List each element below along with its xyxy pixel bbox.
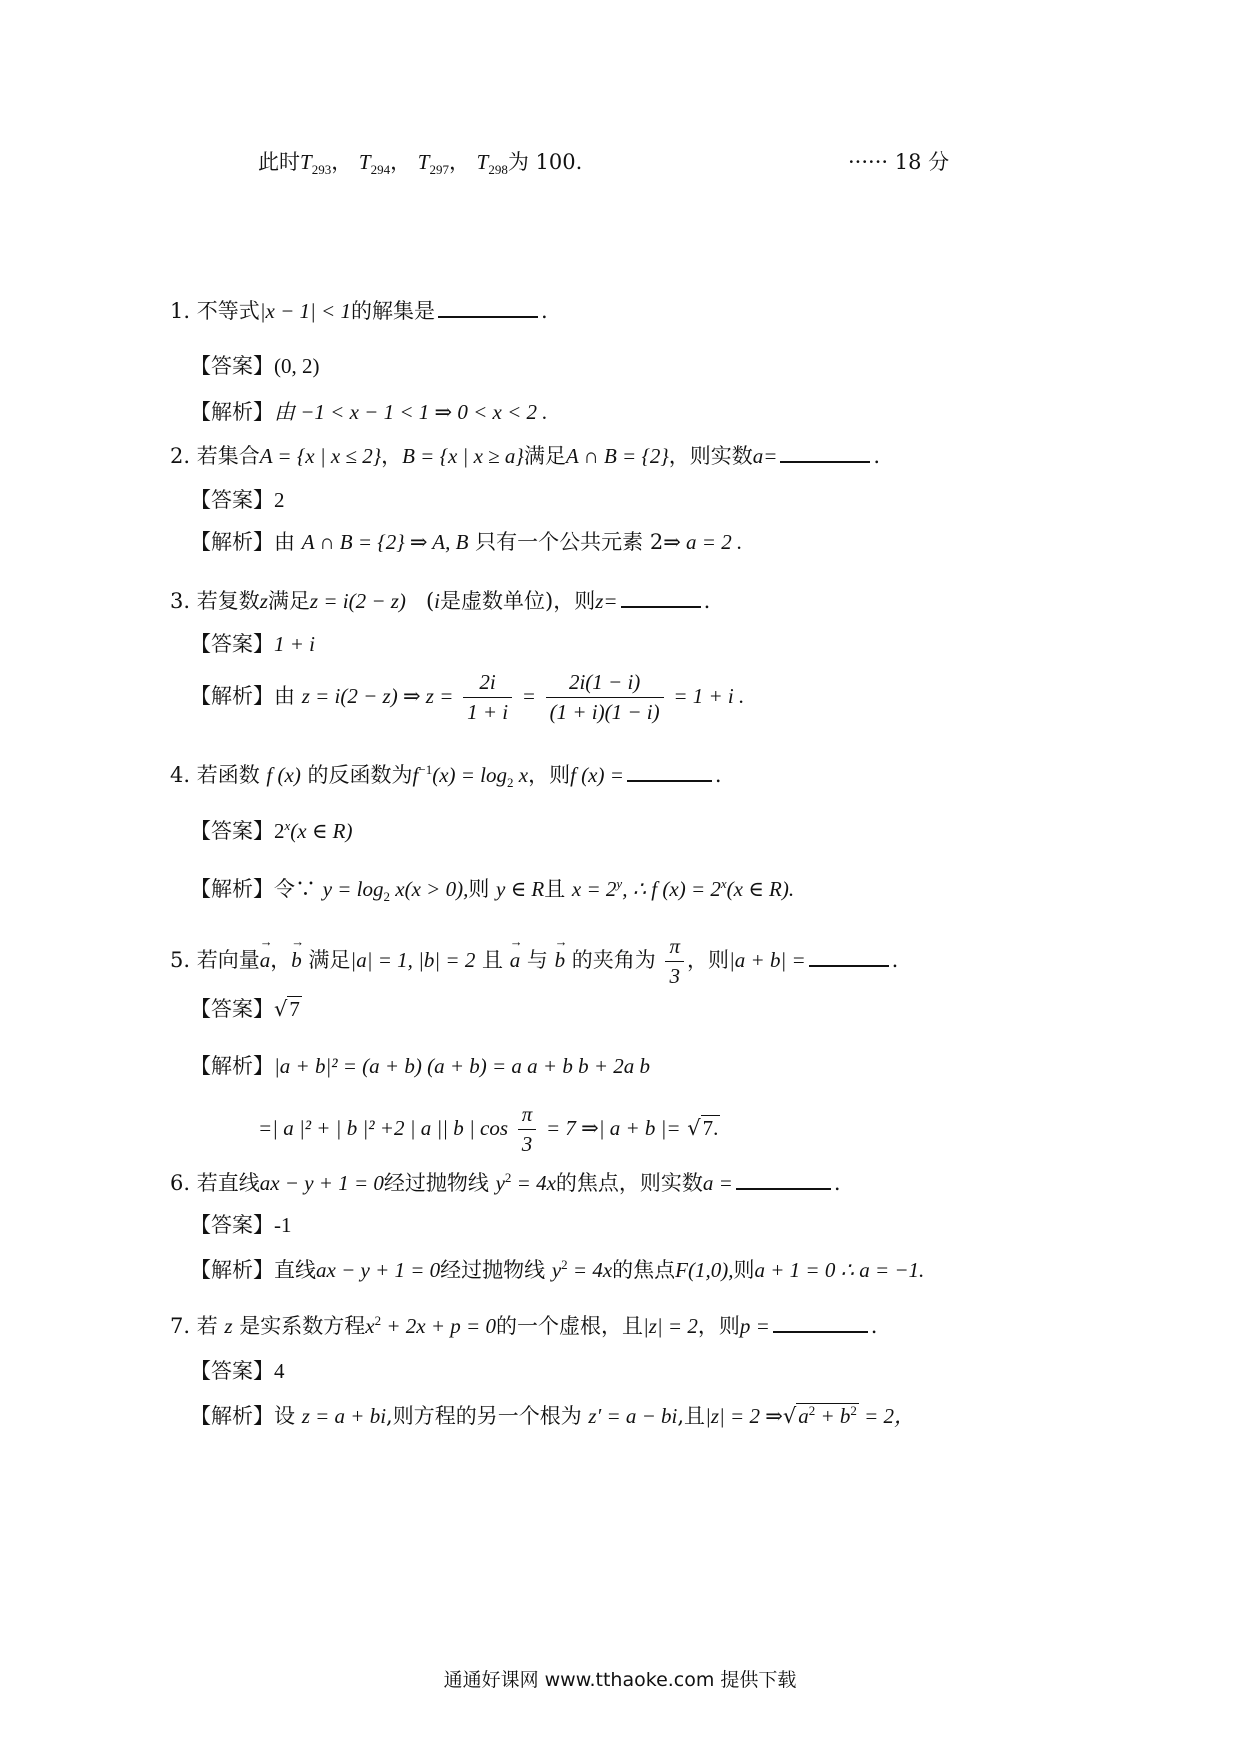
seq-t2: T (358, 150, 371, 174)
sqrt-radicand: 7. (702, 1116, 719, 1141)
answer-blank (736, 1170, 831, 1190)
question-text: ( (425, 589, 435, 613)
problem-number: 4. (170, 763, 191, 787)
fraction-pi-over-3 (665, 934, 684, 989)
math-expr: = 1 + i . (673, 684, 745, 709)
analysis-text: 直线 (274, 1258, 316, 1282)
seq-t1: T (300, 150, 312, 174)
answer-label: 【答案】 (190, 1359, 274, 1383)
math-expr: ax − y + 1 = 0 (259, 1171, 384, 1195)
answer-blank (780, 443, 870, 463)
superscript: −1 (418, 762, 433, 777)
problem-4-analysis (190, 876, 794, 905)
sqrt-symbol: $√a^2 + b^2$ (782, 1403, 857, 1428)
math-var: z (224, 1314, 233, 1338)
analysis-text: 由 −1 < x − 1 < 1 ⇒ 0 < x < 2 . (274, 400, 548, 424)
fraction (546, 670, 664, 725)
problem-5-answer (190, 997, 302, 1022)
math-expr: y = log (322, 877, 384, 901)
answer-blank (809, 947, 889, 967)
math-expr: = (521, 684, 536, 709)
question-text: 且 (482, 948, 504, 973)
page-footer: 通通好课网 www.tthaoke.com 提供下载 (443, 1669, 797, 1691)
math-expr: f (x) (266, 763, 301, 787)
problem-6-question (170, 1170, 841, 1196)
analysis-text: 只有一个公共元素 2 (475, 530, 664, 554)
math-expr: y (495, 1171, 505, 1195)
problem-1-analysis (190, 400, 548, 425)
seq-t4-sub: 298 (488, 162, 508, 178)
question-text: 满足 (523, 444, 566, 468)
problem-6-answer (190, 1213, 292, 1238)
seq-t1-sub: 293 (311, 162, 332, 178)
math-expr: y ∈ R (496, 877, 545, 901)
top-suffix: 为 100. (507, 150, 583, 174)
math-expr: = 4x (511, 1171, 556, 1195)
analysis-label: 【解析】 (190, 1404, 274, 1428)
answer-value: (0, 2) (274, 354, 320, 378)
answer-value: 2 (274, 488, 285, 512)
math-expr: x (513, 763, 529, 787)
problem-7-analysis (190, 1403, 915, 1429)
question-end: . (540, 299, 548, 323)
analysis-label: 【解析】 (190, 1258, 274, 1282)
analysis-text: 则 (733, 1258, 755, 1282)
problem-3-answer (190, 632, 315, 657)
problem-3-question (170, 588, 710, 614)
problem-5-question (170, 934, 898, 989)
math-expr: p = (739, 1314, 770, 1338)
fraction-numerator: 2i (463, 670, 512, 698)
question-text: 是实系数方程 (239, 1314, 366, 1338)
math-expr: + 2x + p = 0 (381, 1314, 496, 1338)
question-text: 与 (526, 948, 548, 973)
answer-blank (773, 1313, 868, 1333)
math-expr: z = i(2 − z) (309, 589, 406, 613)
analysis-text: |a + b|² = (a + b) (a + b) = a a + b b + 2a b (274, 1054, 651, 1078)
seq-t4: T (476, 150, 489, 174)
analysis-text: 令∵ (274, 877, 316, 901)
seq-t2-sub: 294 (370, 162, 391, 178)
analysis-label: 【解析】 (190, 684, 274, 709)
analysis-text: 则 (468, 877, 490, 901)
question-end: . (833, 1171, 841, 1195)
vector-a: → a (510, 948, 521, 973)
math-expr: ax − y + 1 = 0 (316, 1258, 441, 1282)
superscript: x (720, 876, 727, 891)
superscript: 2 (504, 1170, 512, 1185)
question-text: 满足 (308, 948, 351, 973)
superscript: 2 (850, 1403, 857, 1418)
math-expr: A ∩ B = {2} (565, 444, 669, 468)
question-end: . (703, 589, 711, 613)
answer-label: 【答案】 (190, 488, 274, 512)
problem-2-answer (190, 488, 285, 513)
math-expr: + b (815, 1404, 851, 1428)
math-expr: |a + b| = (729, 948, 806, 973)
math-expr: z = i(2 − z) ⇒ z = (301, 684, 454, 709)
math-expr: f (412, 763, 419, 787)
superscript: 2 (808, 1403, 816, 1418)
question-text: 的解集是 (350, 299, 435, 323)
math-var: i (434, 589, 441, 613)
math-var: a= (752, 444, 778, 468)
fraction-numerator: 2i(1 − i) (546, 670, 664, 698)
math-expr: z′ = a − bi (588, 1404, 678, 1428)
answer-value: -1 (274, 1213, 292, 1237)
math-expr: (x) = log (432, 763, 508, 787)
question-text: 若复数 (196, 589, 260, 613)
answer-value: 4 (274, 1359, 285, 1383)
vector-a: → a (260, 948, 271, 973)
separator: ， (381, 444, 403, 468)
analysis-text: 且 (544, 877, 566, 901)
analysis-text: 的焦点 (612, 1258, 676, 1282)
analysis-text: ,且 (677, 1404, 706, 1428)
answer-condition: (x ∈ R) (290, 819, 353, 843)
superscript: x (284, 818, 291, 833)
problem-7-question (170, 1313, 877, 1339)
math-expr: B = {x | x ≥ a} (402, 444, 524, 468)
analysis-text: 设 (274, 1404, 295, 1428)
answer-value: 1 + i (274, 632, 316, 656)
math-var: z (259, 589, 268, 613)
question-text: ，则 (528, 763, 571, 787)
problem-5-analysis-line1 (190, 1054, 650, 1079)
question-text: 是虚数单位)，则 (440, 589, 596, 613)
answer-value: 2 (274, 819, 285, 843)
question-text: 若直线 (196, 1171, 260, 1195)
seq-t3-sub: 297 (429, 162, 449, 178)
seq-t3: T (417, 150, 430, 174)
question-text: 经过抛物线 (383, 1171, 489, 1195)
problem-6-analysis (190, 1257, 924, 1283)
math-expr: y (551, 1258, 562, 1282)
problem-7-answer (190, 1359, 285, 1384)
problem-number: 7. (170, 1314, 191, 1338)
math-expr: A = {x | x ≤ 2} (259, 444, 382, 468)
problem-5-analysis-line2 (258, 1102, 720, 1157)
answer-label: 【答案】 (190, 997, 274, 1021)
question-text: 不等式 (196, 299, 260, 323)
analysis-text: ,则方程的另一个根为 (386, 1404, 582, 1428)
analysis-label: 【解析】 (190, 400, 274, 424)
problem-1-answer (190, 354, 320, 379)
question-text: 若 (196, 1314, 218, 1338)
math-expr: |a| = 1, |b| = 2 (350, 948, 476, 973)
score-mark: ······ 18 分 (848, 150, 950, 174)
fraction (463, 670, 512, 725)
subscript: 2 (383, 889, 391, 905)
question-text: 的反函数为 (307, 763, 413, 787)
analysis-text: 由 (274, 530, 295, 554)
question-text: ，则实数 (668, 444, 753, 468)
question-text: 的焦点，则实数 (555, 1171, 703, 1195)
top-line: 此时$T_{293}$， $T_{294}$， $T_{297}$， $T_{298}$为 100. (258, 150, 583, 178)
fraction-denominator: 3 (521, 1132, 533, 1157)
problem-1-question (170, 298, 548, 324)
question-text: 若向量 (196, 948, 260, 973)
sqrt-radicand (796, 1403, 859, 1428)
question-text: ，则 (697, 1314, 740, 1338)
question-text: 若集合 (196, 444, 260, 468)
math-expr: z = a + bi (301, 1404, 387, 1428)
problem-2-question (170, 443, 880, 469)
problem-4-question (170, 762, 722, 791)
question-end: . (714, 763, 722, 787)
vector-b: → b (555, 948, 566, 973)
math-expr: = 4x (567, 1258, 613, 1282)
math-expr: a + 1 = 0 ∴ a = −1. (754, 1258, 925, 1282)
fraction-denominator: (1 + i)(1 − i) (549, 700, 660, 725)
math-expr: , ∴ f (x) = 2 (622, 877, 721, 901)
question-text: 的一个虚根，且 (495, 1314, 643, 1338)
question-end: . (870, 1314, 878, 1338)
problem-4-answer (190, 818, 352, 844)
fraction-denominator: 3 (669, 964, 680, 989)
problem-number: 2. (170, 444, 191, 468)
math-expr: |x − 1| < 1 (259, 299, 351, 323)
math-expr: x(x > 0), (390, 877, 469, 901)
math-expr: f (x) = (570, 763, 624, 787)
answer-label: 【答案】 (190, 354, 274, 378)
answer-label: 【答案】 (190, 1213, 274, 1237)
math-expr: (x ∈ R). (726, 877, 795, 901)
math-var: z= (595, 589, 618, 613)
question-end: . (891, 948, 899, 973)
problem-2-analysis (190, 530, 742, 555)
analysis-text: 由 (274, 684, 295, 709)
problem-number: 3. (170, 589, 191, 613)
superscript: 2 (374, 1313, 382, 1328)
analysis-label: 【解析】 (190, 877, 274, 901)
problem-number: 5. (170, 948, 191, 973)
math-expr: = 2， (858, 1404, 916, 1428)
separator: ， (270, 948, 292, 973)
subscript: 2 (507, 775, 514, 791)
answer-value: 7 (289, 997, 300, 1021)
analysis-text: 经过抛物线 (440, 1258, 546, 1282)
math-var: a (798, 1404, 809, 1428)
fraction-pi-over-3 (518, 1102, 537, 1157)
answer-blank (621, 588, 701, 608)
problem-number: 1. (170, 299, 191, 323)
math-expr: A ∩ B = {2} ⇒ A, B (301, 530, 469, 554)
math-expr: a = (702, 1171, 733, 1195)
sqrt-symbol: √7 (274, 997, 300, 1021)
math-expr: =| a |² + | b |² +2 | a || b | cos (258, 1116, 509, 1141)
math-expr: F(1,0), (675, 1258, 734, 1282)
superscript: 2 (561, 1257, 568, 1272)
question-text: ，则 (687, 948, 730, 973)
fraction-numerator: π (665, 934, 684, 962)
sqrt-symbol: √7. (687, 1116, 719, 1141)
top-prefix: 此时 (258, 150, 300, 174)
answer-blank (438, 298, 538, 318)
problem-number: 6. (170, 1171, 191, 1195)
math-expr: ⇒ a = 2 . (663, 530, 743, 554)
answer-label: 【答案】 (190, 632, 274, 656)
analysis-label: 【解析】 (190, 530, 274, 554)
answer-label: 【答案】 (190, 819, 274, 843)
question-text: 的夹角为 (571, 948, 656, 973)
question-end: . (873, 444, 881, 468)
question-text: 满足 (267, 589, 310, 613)
question-text: 若函数 (196, 763, 260, 787)
superscript: y (616, 876, 623, 891)
math-expr: |z| = 2 (642, 1314, 698, 1338)
analysis-label: 【解析】 (190, 1054, 274, 1078)
math-expr: x (365, 1314, 375, 1338)
vector-b: → b (291, 948, 302, 973)
math-expr: |z| = 2 ⇒ (705, 1404, 783, 1428)
fraction-numerator: π (518, 1102, 537, 1130)
problem-3-analysis (190, 670, 744, 725)
math-expr: x = 2 (571, 877, 617, 901)
fraction-denominator: 1 + i (467, 700, 509, 725)
answer-blank (627, 762, 712, 782)
math-expr: = 7 ⇒| a + b |= (545, 1116, 681, 1141)
